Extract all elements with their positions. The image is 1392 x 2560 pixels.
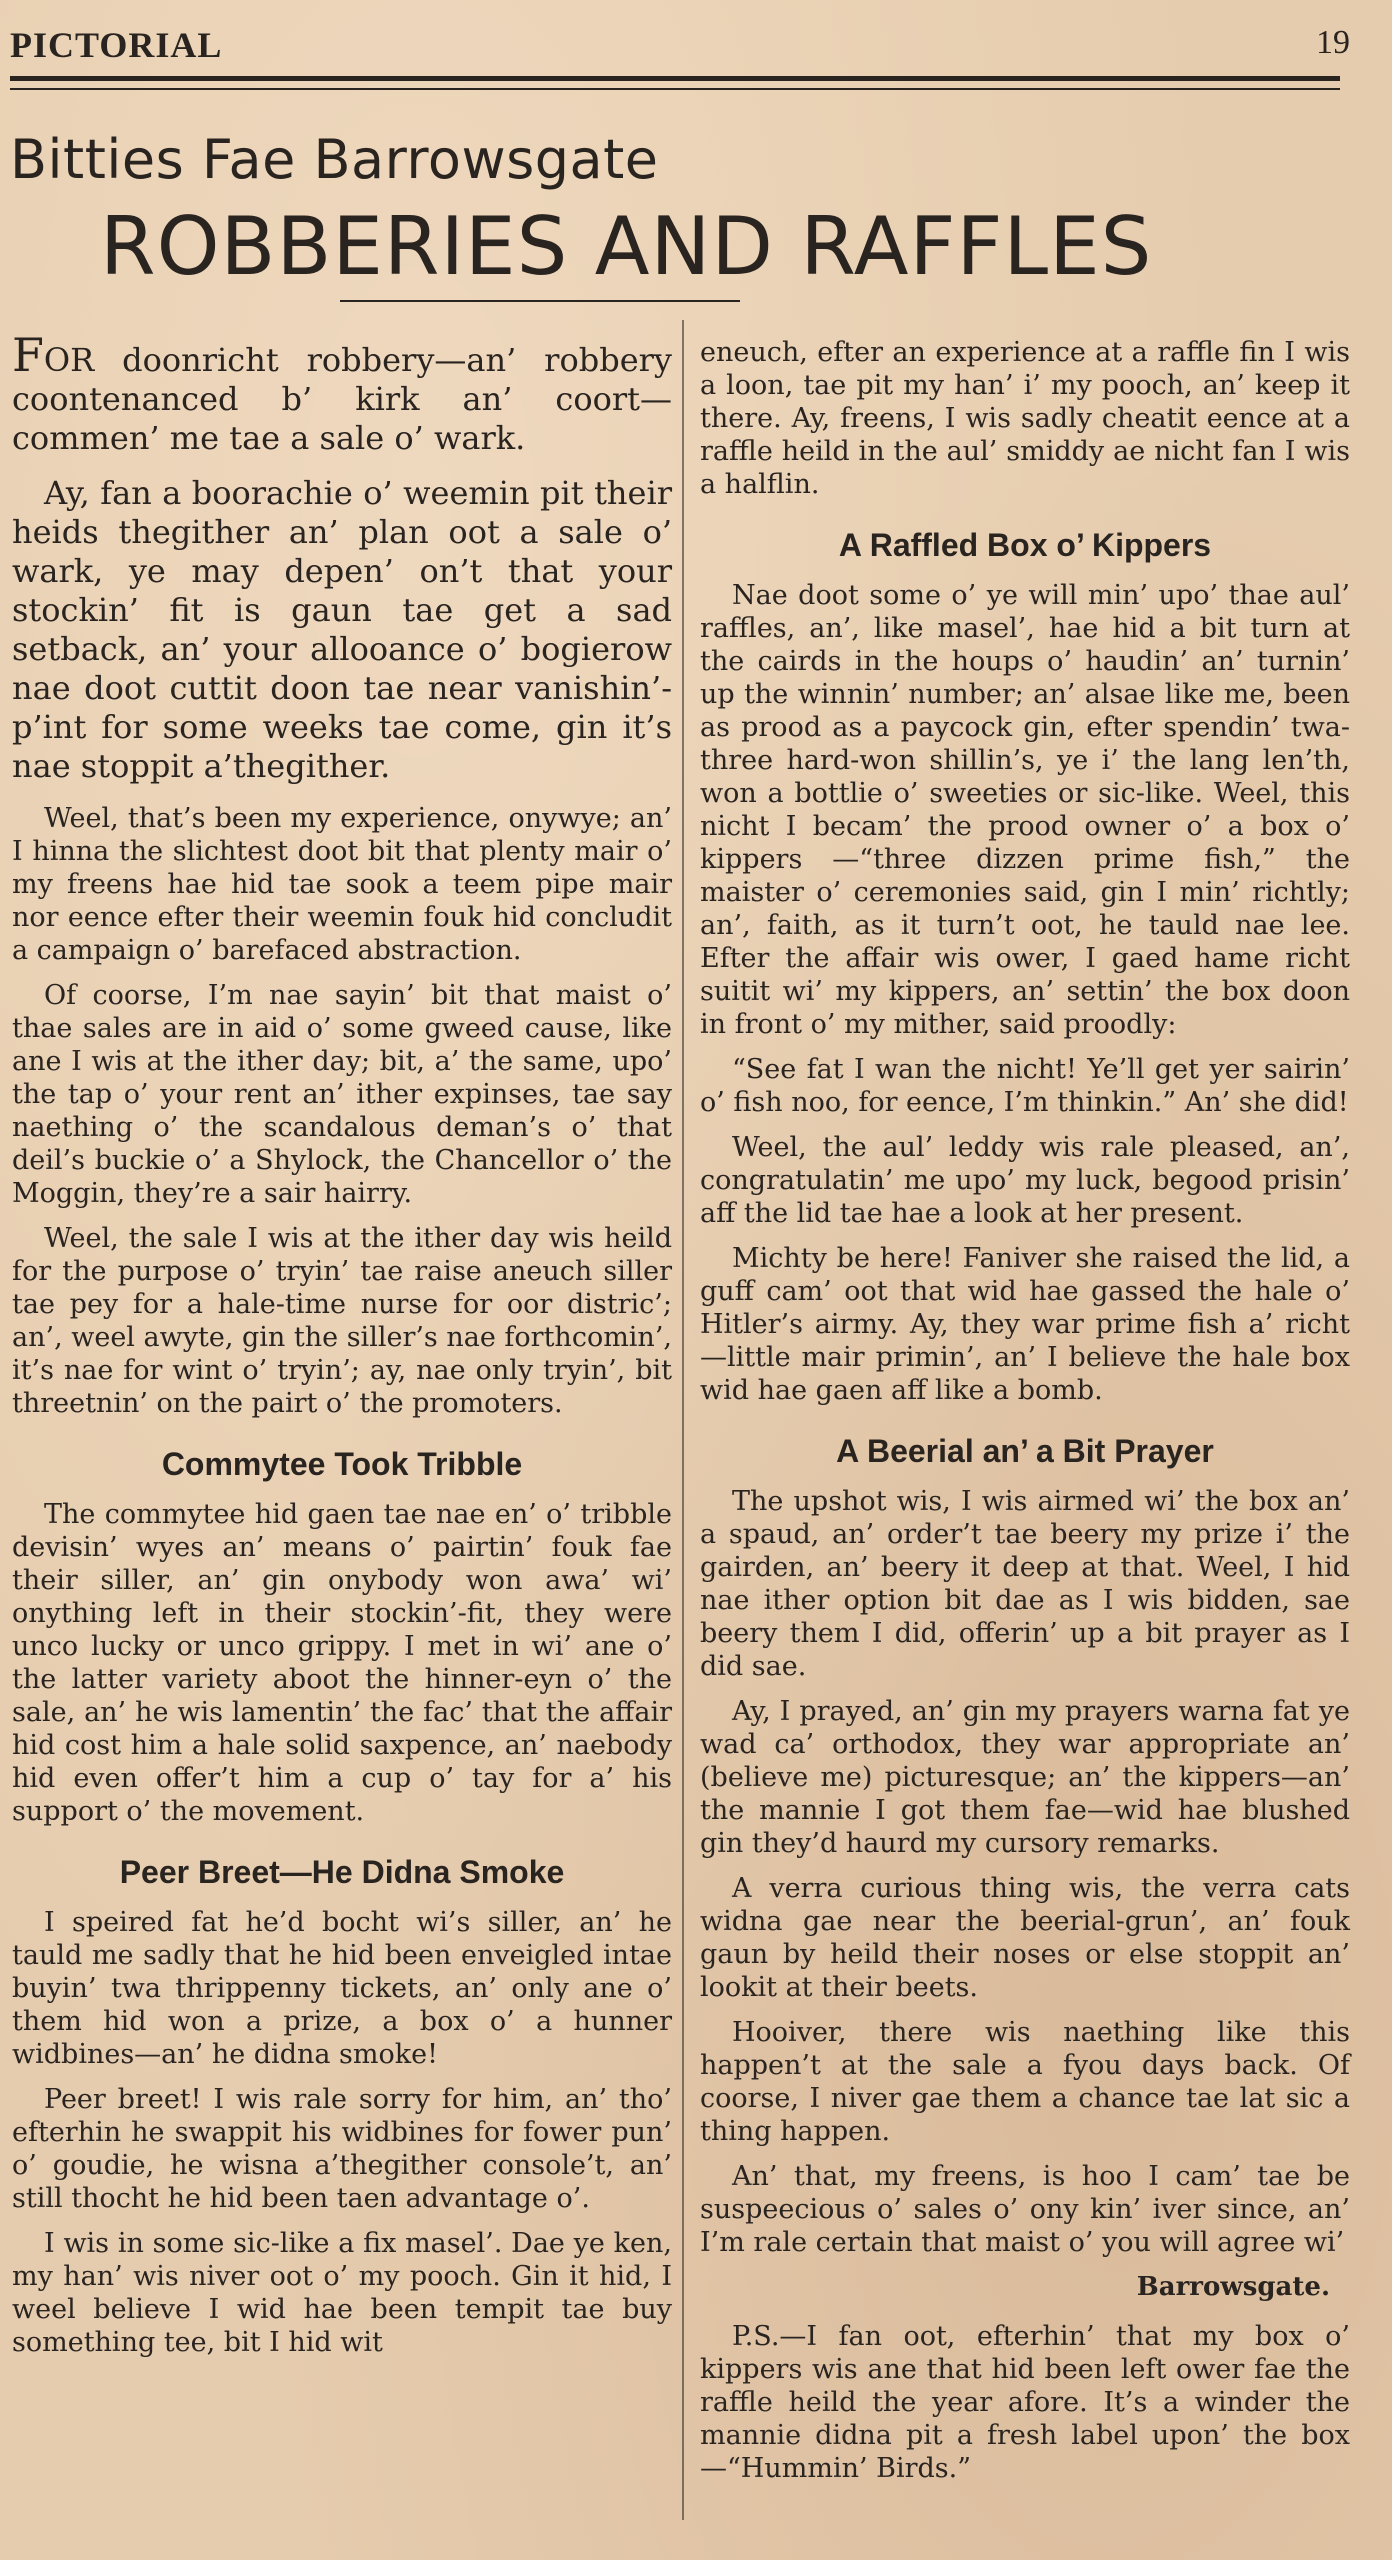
paragraph: Ay, fan a boorachie o’ weemin pit their heids thegither an’ plan oot a sale o’ wark, ye may depen’ on’t that your stockin’ fit is gaun tae get a sad setback, an’ your allooance o’ bogierow nae doot cuttit doon tae near vanishin’-p’int for some weeks tae come, gin it’s nae stoppit a’thegither. [12,474,672,785]
header-rule-thin [10,88,1340,90]
left-column [12,328,672,2371]
paragraph: Peer breet! I wis rale sorry for him, an’ tho’ efterhin he swappit his widbines for fower pun’ o’ goudie, he wisna a’thegither console’t, an’ still thocht he hid been taen advantage o’. [12,2084,672,2214]
paragraph: “See fat I wan the nicht! Ye’ll get yer sairin’ o’ fish noo, for eence, I’m thinkin.” An’ she did! [700,1054,1350,1118]
paragraph: Of coorse, I’m nae sayin’ bit that maist o’ thae sales are in aid o’ some gweed cause, like ane I wis at the ither day; bit, a’ the same, upo’ the tap o’ your rent an’ ither expinses, tae say naething o’ the scandalous deman’s o’ that deil’s buckie o’ a Shylock, the Chancellor o’ the Moggin, they’re a sair hairry. [12,980,672,1209]
subheading: Peer Breet—He Didna Smoke [119,1854,565,1890]
paragraph: Hooiver, there wis naething like this happen’t at the sale a fyou days back. Of coorse, I niver gae them a chance tae lat sic a thing happen. [700,2017,1350,2147]
column-divider [682,320,684,2520]
drop-cap: F [12,328,44,382]
postscript: P.S.—I fan oot, efterhin’ that my box o’ kippers wis ane that hid been left ower fae the raffle heild the year afore. It’s a winder the mannie didna pit a fresh label upon’ the box—“Hummin’ Birds.” [700,2321,1350,2484]
paragraph: I wis in some sic-like a fix masel’. Dae ye ken, my han’ wis niver oot o’ my pooch. Gin it hid, I weel believe I wid hae been tempit tae buy something tee, bit I hid wit [12,2228,672,2358]
header-rule-thick [10,76,1340,81]
article-kicker: Bitties Fae Barrowsgate [10,128,659,191]
author-signature: Barrowsgate. [1136,2272,1330,2302]
publication-name: PICTORIAL [10,25,223,65]
lead-text: OR doonricht robbery—an’ robbery coontenanced b’ kirk an’ coort—commen’ me tae a sale o’ wark. [12,341,672,457]
subheading: Commytee Took Tribble [161,1446,523,1482]
subheading: A Raffled Box o’ Kippers [838,527,1212,563]
headline-rule [340,300,740,302]
article-headline: ROBBERIES AND RAFFLES [100,200,1153,293]
paragraph: The commytee hid gaen tae nae en’ o’ tribble devisin’ wyes an’ means o’ pairtin’ fouk fae their siller, an’ gin onybody won awa’ wi’ onything left in their stockin’-fit, they were unco lucky or unco grippy. I met in wi’ ane o’ the latter variety aboot the hinner-eyn o’ the sale, an’ he wis lamentin’ the fac’ that the affair hid cost him a hale solid saxpence, an’ naebody hid even offer’t him a cup o’ tay for a’ his support o’ the movement. [12,1499,672,1827]
paragraph: eneuch, efter an experience at a raffle fin I wis a loon, tae pit my han’ i’ my pooch, an’ keep it there. Ay, freens, I wis sadly cheatit eence at a raffle heild in the aul’ smiddy ae nicht fan I wis a halflin. [700,337,1350,500]
page-number: 19 [1316,24,1350,61]
subheading: A Beerial an’ a Bit Prayer [836,1433,1214,1469]
paragraph: Ay, I prayed, an’ gin my prayers warna fat ye wad ca’ orthodox, they war appropriate an’ (believe me) picturesque; an’ the kippers—an’ the mannie I got them fae—wid hae blushed gin they’d haurd my cursory remarks. [700,1696,1350,1859]
page-header [10,20,1350,68]
paragraph: I speired fat he’d bocht wi’s siller, an’ he tauld me sadly that he hid been enveigled intae buyin’ twa thrippenny tickets, an’ only ane o’ them hid won a prize, a box o’ a hunner widbines—an’ he didna smoke! [12,1907,672,2070]
lead-paragraph [12,328,672,458]
paragraph: Weel, the sale I wis at the ither day wis heild for the purpose o’ tryin’ tae raise aneuch siller tae pey for a hale-time nurse for oor distric’; an’, weel awyte, gin the siller’s nae forthcomin’, it’s nae for wint o’ tryin’; ay, nae only tryin’, bit threetnin’ on the pairt o’ the promoters. [12,1223,672,1419]
right-column [700,336,1350,2497]
paragraph: A verra curious thing wis, the verra cats widna gae near the beerial-grun’, an’ fouk gaun by heild their noses or else stoppit an’ lookit at their beets. [700,1873,1350,2003]
paragraph: The upshot wis, I wis airmed wi’ the box an’ a spaud, an’ order’t tae beery my prize i’ the gairden, an’ beery it deep at that. Weel, I hid nae ither option bit dae as I wis bidden, sae beery them I did, offerin’ up a bit prayer as I did sae. [700,1486,1350,1682]
paragraph: Michty be here! Faniver she raised the lid, a guff cam’ oot that wid hae gassed the hale o’ Hitler’s airmy. Ay, they war prime fish a’ richt—little mair primin’, an’ I believe the hale box wid hae gaen aff like a bomb. [700,1243,1350,1406]
paragraph: An’ that, my freens, is hoo I cam’ tae be suspeecious o’ sales o’ ony kin’ iver since, an’ I’m rale certain that maist o’ you will agree wi’ [700,2161,1350,2258]
paragraph: Weel, that’s been my experience, onywye; an’ I hinna the slichtest doot bit that plenty mair o’ my freens hae hid tae sook a teem pipe mair nor eence efter their weemin fouk hid concludit a campaign o’ barefaced abstraction. [12,803,672,966]
paragraph: Nae doot some o’ ye will min’ upo’ thae aul’ raffles, an’, like masel’, hae hid a bit turn at the cairds in the houps o’ haudin’ an’ turnin’ up the winnin’ number; an’ alsae like me, been as prood as a paycock gin, efter spendin’ twa-three hard-won shillin’s, ye i’ the lang len’th, won a bottlie o’ sweeties or sic-like. Weel, this nicht I becam’ the prood owner o’ a box o’ kippers —“three dizzen prime fish,” the maister o’ ceremonies said, gin I min’ richtly; an’, faith, as it turn’t oot, he tauld nae lee. Efter the affair wis ower, I gaed hame richt suitit wi’ my kippers, an’ settin’ the box doon in front o’ my mither, said proodly: [700,580,1350,1040]
paragraph: Weel, the aul’ leddy wis rale pleased, an’, congratulatin’ me upo’ my luck, begood prisin’ aff the lid tae hae a look at her present. [700,1132,1350,1229]
